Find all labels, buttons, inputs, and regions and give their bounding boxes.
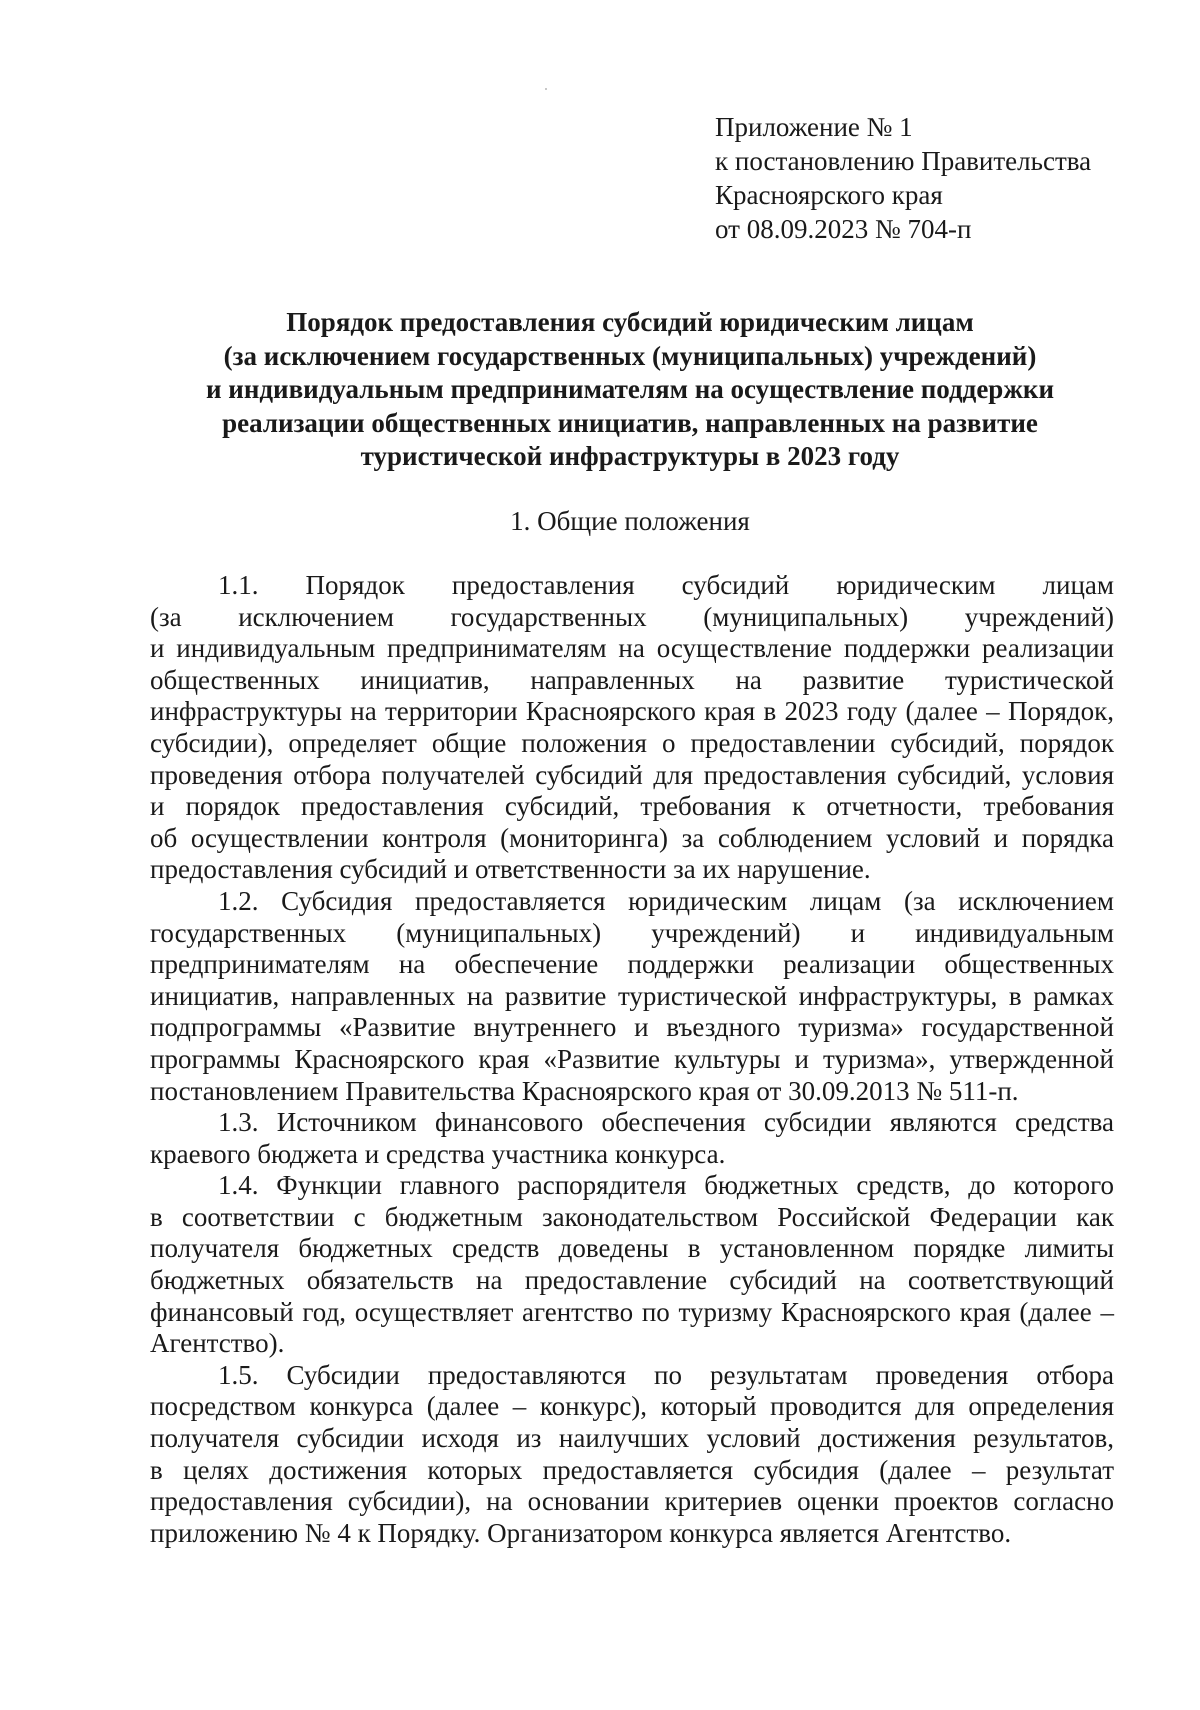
appendix-header [715, 110, 1135, 246]
document-title-line: (за исключением государственных (муниципальных) учреждений) [223, 340, 1037, 371]
document-title-line: и индивидуальным предпринимателям на осуществление поддержки [205, 374, 1055, 404]
section-heading: 1. Общие положения [510, 506, 750, 536]
paragraph-line: об осуществлении контроля (мониторинга) за соблюдением условий и порядка [150, 822, 1114, 853]
paragraph-line: программы Красноярского края «Развитие культуры и туризма», утвержденной [150, 1043, 1114, 1074]
paragraph-line: проведения отбора получателей субсидий для предоставления субсидий, условия [150, 759, 1114, 790]
paragraph-line: 1.2. Субсидия предоставляется юридическим лицам (за исключением [218, 885, 1114, 916]
paragraph-1-1 [150, 570, 1114, 886]
appendix-header-line: Приложение № 1 [715, 112, 913, 142]
paragraph-line: и индивидуальным предпринимателям на осуществление поддержки реализации [150, 633, 1114, 664]
paragraph-line: в целях достижения которых предоставляется субсидия (далее – результат [150, 1454, 1114, 1485]
paragraph-line: Агентство). [150, 1328, 285, 1359]
document-title-line: туристической инфраструктуры в 2023 году [360, 441, 900, 471]
paragraph-line: инфраструктуры на территории Красноярского края в 2023 году (далее – Порядок, [150, 696, 1114, 727]
paragraph-line: предоставления субсидии), на основании критериев оценки проектов согласно [150, 1486, 1114, 1517]
paragraph-1-4 [150, 1170, 1114, 1360]
paragraph-line: посредством конкурса (далее – конкурс), который проводится для определения [150, 1391, 1114, 1422]
paragraph-line: (за исключением государственных (муниципальных) учреждений) [150, 601, 1114, 632]
document-body [150, 570, 1114, 1549]
paragraph-line: инициатив, направленных на развитие туристической инфраструктуры, в рамках [150, 980, 1114, 1011]
paragraph-line: получателя бюджетных средств доведены в установленном порядке лимиты [150, 1233, 1114, 1264]
paragraph-line: финансовый год, осуществляет агентство по туризму Красноярского края (далее – [150, 1296, 1114, 1327]
paragraph-line: 1.1. Порядок предоставления субсидий юридическим лицам [218, 570, 1114, 600]
paragraph-line: 1.4. Функции главного распорядителя бюджетных средств, до которого [218, 1170, 1114, 1201]
paragraph-line: 1.5. Субсидии предоставляются по результатам проведения отбора [218, 1359, 1114, 1390]
scan-artifact-dot [545, 88, 547, 90]
appendix-header-line: Красноярского края [715, 180, 943, 210]
paragraph-line: в соответствии с бюджетным законодательством Российской Федерации как [150, 1201, 1114, 1232]
paragraph-line: бюджетных обязательств на предоставление субсидий на соответствующий [150, 1265, 1114, 1296]
paragraph-line: подпрограммы «Развитие внутреннего и въездного туризма» государственной [150, 1012, 1114, 1043]
paragraph-1-3 [150, 1107, 1114, 1170]
paragraph-1-2 [150, 886, 1114, 1107]
paragraph-line: субсидии), определяет общие положения о предоставлении субсидий, порядок [150, 727, 1114, 758]
paragraph-line: государственных (муниципальных) учреждений) и индивидуальным [150, 917, 1114, 948]
paragraph-line: и порядок предоставления субсидий, требования к отчетности, требования [150, 791, 1114, 822]
document-title-line: Порядок предоставления субсидий юридическим лицам [286, 307, 974, 337]
appendix-header-line: к постановлению Правительства [715, 146, 1092, 176]
appendix-header-line: от 08.09.2023 № 704-п [715, 214, 972, 244]
paragraph-line: получателя субсидии исходя из наилучших условий достижения результатов, [150, 1423, 1114, 1454]
paragraph-1-5 [150, 1360, 1114, 1550]
paragraph-line: приложению № 4 к Порядку. Организатором конкурса является Агентство. [150, 1517, 1012, 1548]
paragraph-line: предпринимателям на обеспечение поддержки реализации общественных [150, 949, 1114, 980]
paragraph-line: 1.3. Источником финансового обеспечения субсидии являются средства [218, 1107, 1114, 1138]
paragraph-line: общественных инициатив, направленных на развитие туристической [150, 664, 1114, 695]
document-title-line: реализации общественных инициатив, направленных на развитие [222, 407, 1038, 438]
document-title [150, 306, 1110, 474]
paragraph-line: постановлением Правительства Красноярского края от 30.09.2013 № 511-п. [150, 1075, 1019, 1106]
paragraph-line: краевого бюджета и средства участника конкурса. [150, 1138, 726, 1169]
paragraph-line: предоставления субсидий и ответственности за их нарушение. [150, 854, 871, 885]
